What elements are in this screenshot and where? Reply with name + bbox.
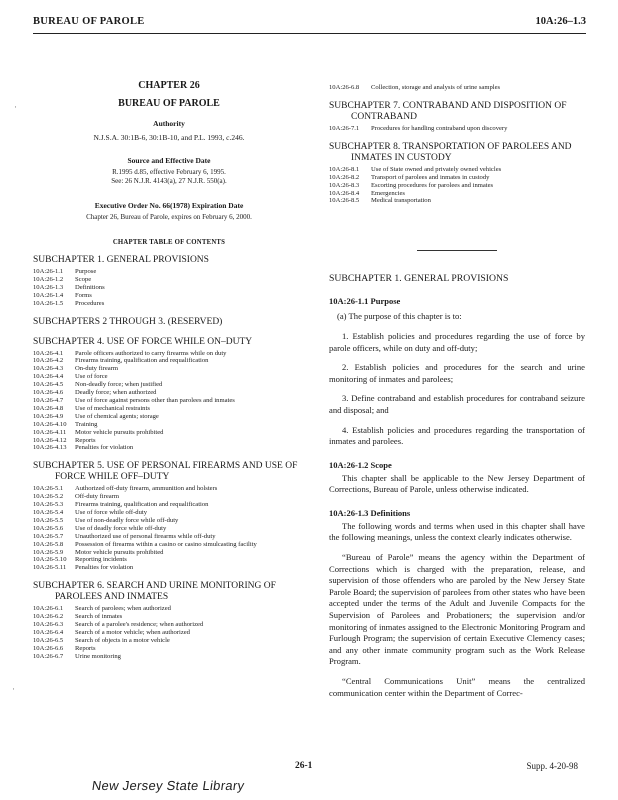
toc-entry-title: Procedures bbox=[75, 299, 105, 307]
toc-entry bbox=[329, 197, 585, 205]
paragraph: The following words and terms when used in this chapter shall have the following meanings, unless the context clearly indicates otherwise. bbox=[329, 520, 585, 543]
toc-entry bbox=[33, 509, 305, 517]
toc-subchapter-heading: SUBCHAPTER 7. CONTRABAND AND DISPOSITION OF CONTRABAND bbox=[329, 100, 567, 122]
toc-entry bbox=[33, 413, 305, 421]
toc-entry-title: Purpose bbox=[75, 268, 97, 275]
toc-entry-number: 10A:26-5.10 bbox=[33, 556, 67, 564]
toc-entry-number: 10A:26-4.3 bbox=[33, 365, 64, 373]
toc-entry bbox=[33, 365, 305, 373]
toc-entry bbox=[33, 357, 305, 365]
toc-entry-number: 10A:26-4.5 bbox=[33, 381, 64, 389]
toc-entry-title: Possession of firearms within a casino or casino simulcasting facility bbox=[75, 540, 257, 548]
toc-entry-number: 10A:26-8.4 bbox=[329, 189, 360, 197]
toc-entry-title: Forms bbox=[75, 291, 92, 299]
toc-list bbox=[329, 84, 585, 92]
toc-entry-number: 10A:26-5.8 bbox=[33, 540, 64, 548]
toc-entry-title: Urine monitoring bbox=[75, 652, 121, 660]
toc-entry-title: Firearms training, qualification and requalification bbox=[75, 501, 209, 509]
toc-entry-number: 10A:26-8.1 bbox=[329, 165, 360, 173]
toc-entry bbox=[33, 292, 305, 300]
definition-paragraph: “Central Communications Unit” means the centralized communication center within the Department of Correc- bbox=[329, 676, 585, 698]
section-heading: 10A:26-1.3 Definitions bbox=[329, 507, 411, 518]
toc-entry-number: 10A:26-1.3 bbox=[33, 283, 64, 291]
toc-entry bbox=[33, 517, 305, 525]
chapter-title: BUREAU OF PAROLE bbox=[118, 98, 220, 109]
toc-entry-number: 10A:26-5.7 bbox=[33, 532, 64, 540]
paragraph: 4. Establish policies and procedures regarding the transportation of inmates and parolees. bbox=[329, 424, 585, 447]
paragraph: (a) The purpose of this chapter is to: bbox=[337, 311, 462, 322]
toc-list bbox=[329, 125, 585, 133]
toc-entry bbox=[33, 493, 305, 501]
toc-entry-title: Authorized off-duty firearm, ammunition and holsters bbox=[75, 485, 218, 493]
scan-mark: · bbox=[12, 684, 15, 694]
toc-entry-title: Use of chemical agents; storage bbox=[75, 412, 159, 420]
paragraph: 1. Establish policies and procedures regarding the use of force by parole officers, while on duty and off-duty; bbox=[329, 330, 585, 353]
subchapter-1-heading: SUBCHAPTER 1. GENERAL PROVISIONS bbox=[329, 273, 509, 285]
toc-heading: CHAPTER TABLE OF CONTENTS bbox=[112, 239, 226, 246]
toc-entry-title: Search of objects in a motor vehicle bbox=[75, 636, 170, 644]
toc-list bbox=[33, 350, 305, 453]
toc-entry bbox=[33, 276, 305, 284]
toc-entry-number: 10A:26-4.4 bbox=[33, 373, 64, 381]
toc-entry-number: 10A:26-4.11 bbox=[33, 428, 67, 436]
toc-entry-title: Medical transportation bbox=[371, 197, 431, 205]
toc-entry-number: 10A:26-8.5 bbox=[329, 197, 360, 205]
toc-entry bbox=[33, 525, 305, 533]
source-line-2: See: 26 N.J.R. 4143(a), 27 N.J.R. 550(a). bbox=[111, 177, 227, 185]
toc-list bbox=[33, 268, 305, 308]
toc-entry-title: Use of force bbox=[75, 373, 108, 381]
right-column bbox=[329, 84, 585, 699]
toc-entry bbox=[33, 501, 305, 509]
toc-entry-number: 10A:26-6.6 bbox=[33, 644, 64, 652]
toc-entry bbox=[33, 653, 305, 661]
toc-entry-title: Use of non-deadly force while off-duty bbox=[75, 516, 179, 524]
toc-entry-number: 10A:26-6.3 bbox=[33, 621, 64, 629]
toc-entry bbox=[33, 350, 305, 358]
running-header-title: BUREAU OF PAROLE bbox=[33, 16, 145, 27]
toc-entry-number: 10A:26-1.1 bbox=[33, 268, 64, 275]
header-rule bbox=[33, 33, 586, 34]
toc-entry bbox=[329, 174, 585, 182]
toc-subchapter-heading: SUBCHAPTER 5. USE OF PERSONAL FIREARMS AND USE OF FORCE WHILE OFF–DUTY bbox=[33, 461, 298, 483]
chapter-number: CHAPTER 26 bbox=[138, 80, 200, 91]
toc-entry-title: Reports bbox=[75, 436, 96, 444]
toc-entry bbox=[329, 190, 585, 198]
toc-entry-number: 10A:26-4.12 bbox=[33, 436, 67, 444]
page-number: 26-1 bbox=[295, 761, 313, 771]
toc-entry-number: 10A:26-4.8 bbox=[33, 404, 64, 412]
toc-entry-title: Scope bbox=[75, 275, 92, 283]
toc-entry-number: 10A:26-8.3 bbox=[329, 181, 360, 189]
toc-subchapter-heading: SUBCHAPTER 8. TRANSPORTATION OF PAROLEES AND INMATES IN CUSTODY bbox=[329, 141, 572, 163]
toc-entry bbox=[33, 389, 305, 397]
toc-entry bbox=[33, 629, 305, 637]
toc-entry-title: Transport of parolees and inmates in custody bbox=[371, 173, 490, 181]
toc-entry bbox=[33, 564, 305, 572]
executive-order-heading: Executive Order No. 66(1978) Expiration Date bbox=[94, 201, 244, 210]
toc-entry bbox=[33, 397, 305, 405]
toc-entry-title: Deadly force; when authorized bbox=[75, 389, 157, 397]
toc-entry-title: Search of parolees; when authorized bbox=[75, 605, 171, 613]
toc-entry bbox=[33, 429, 305, 437]
toc-end-rule bbox=[417, 250, 497, 251]
toc-entry bbox=[33, 444, 305, 452]
toc-entry bbox=[33, 268, 305, 276]
toc-entry bbox=[33, 637, 305, 645]
toc-entry-number: 10A:26-5.3 bbox=[33, 501, 64, 509]
toc-entry bbox=[33, 541, 305, 549]
authority-text: N.J.S.A. 30:1B-6, 30:1B-10, and P.L. 1993, c.246. bbox=[93, 133, 245, 142]
toc-entry-title: Off-duty firearm bbox=[75, 493, 120, 501]
toc-list bbox=[33, 485, 305, 572]
toc-entry-title: Use of force against persons other than parolees and inmates bbox=[75, 396, 235, 404]
paragraph: 2. Establish policies and procedures for the search and urine monitoring of inmates and parolees; bbox=[329, 362, 585, 384]
library-stamp: New Jersey State Library bbox=[90, 778, 246, 793]
toc-entry bbox=[33, 645, 305, 653]
toc-entry-title: Search of inmates bbox=[75, 613, 123, 621]
toc-entry-title: Escorting procedures for parolees and inmates bbox=[371, 181, 494, 189]
toc-entry-number: 10A:26-6.2 bbox=[33, 613, 64, 621]
toc-entry-number: 10A:26-4.10 bbox=[33, 420, 67, 428]
toc-entry-title: Unauthorized use of personal firearms while off-duty bbox=[75, 532, 216, 540]
paragraph: 3. Define contraband and establish procedures for contraband seizure and disposal; and bbox=[329, 393, 585, 415]
toc-entry-title: Parole officers authorized to carry firearms while on duty bbox=[75, 349, 227, 357]
source-line-1: R.1995 d.85, effective February 6, 1995. bbox=[112, 168, 226, 176]
toc-entry bbox=[33, 556, 305, 564]
section-heading: 10A:26-1.1 Purpose bbox=[329, 296, 401, 307]
toc-entry-title: Emergencies bbox=[371, 189, 405, 197]
toc-entry bbox=[33, 381, 305, 389]
toc-entry bbox=[33, 421, 305, 429]
toc-entry-number: 10A:26-1.5 bbox=[33, 299, 64, 307]
toc-entry-title: Definitions bbox=[75, 283, 105, 291]
toc-entry-title: Use of mechanical restraints bbox=[75, 404, 150, 412]
toc-left bbox=[33, 255, 305, 661]
paragraph: This chapter shall be applicable to the New Jersey Department of Corrections, Bureau of Parole, unless otherwise indicated. bbox=[329, 472, 585, 495]
toc-entry bbox=[329, 125, 585, 133]
toc-entry-title: Motor vehicle pursuits prohibited bbox=[75, 548, 164, 556]
toc-entry bbox=[329, 182, 585, 190]
toc-entry-number: 10A:26-6.5 bbox=[33, 636, 64, 644]
toc-entry-number: 10A:26-5.9 bbox=[33, 548, 64, 556]
toc-subchapter-heading: SUBCHAPTER 4. USE OF FORCE WHILE ON–DUTY bbox=[33, 336, 253, 347]
toc-subchapter-heading: SUBCHAPTER 6. SEARCH AND URINE MONITORING OF PAROLEES AND INMATES bbox=[33, 581, 276, 603]
toc-entry-number: 10A:26-4.13 bbox=[33, 444, 67, 452]
toc-entry bbox=[33, 373, 305, 381]
toc-entry-title: Penalties for violation bbox=[75, 444, 134, 452]
toc-entry-number: 10A:26-1.4 bbox=[33, 291, 64, 299]
toc-entry-number: 10A:26-4.1 bbox=[33, 349, 64, 357]
toc-entry-title: Reporting incidents bbox=[75, 556, 127, 564]
toc-entry-number: 10A:26-5.2 bbox=[33, 493, 64, 501]
toc-entry bbox=[33, 613, 305, 621]
toc-entry-title: Search of a parolee's residence; when authorized bbox=[75, 621, 204, 629]
toc-entry-title: Penalties for violation bbox=[75, 564, 134, 572]
toc-entry-number: 10A:26-4.6 bbox=[33, 389, 64, 397]
executive-order-text: Chapter 26, Bureau of Parole, expires on February 6, 2000. bbox=[86, 213, 252, 221]
toc-entry bbox=[33, 621, 305, 629]
toc-entry bbox=[33, 284, 305, 292]
toc-entry-title: Search of a motor vehicle; when authorized bbox=[75, 629, 190, 636]
toc-entry-title: Reports bbox=[75, 644, 96, 652]
toc-entry-number: 10A:26-5.6 bbox=[33, 524, 64, 532]
toc-entry-number: 10A:26-1.2 bbox=[33, 275, 64, 283]
toc-entry-number: 10A:26-6.7 bbox=[33, 652, 64, 660]
toc-entry bbox=[33, 485, 305, 493]
toc-entry-title: Firearms training, qualification and requalification bbox=[75, 357, 209, 365]
toc-entry-title: Use of deadly force while off-duty bbox=[75, 524, 167, 532]
toc-entry-number: 10A:26-6.4 bbox=[33, 629, 64, 636]
toc-entry bbox=[33, 437, 305, 445]
toc-entry-title: Motor vehicle pursuits prohibited bbox=[75, 428, 164, 436]
toc-entry-title: Training bbox=[75, 420, 98, 428]
toc-entry-number: 10A:26-4.9 bbox=[33, 412, 64, 420]
toc-right bbox=[329, 84, 585, 205]
toc-entry-number: 10A:26-7.1 bbox=[329, 124, 360, 132]
toc-entry bbox=[33, 549, 305, 557]
toc-entry-title: Use of State owned and privately owned vehicles bbox=[371, 165, 502, 173]
toc-entry-title: Non-deadly force; when justified bbox=[75, 381, 163, 389]
toc-entry-number: 10A:26-5.1 bbox=[33, 485, 64, 493]
toc-entry-title: Procedures for handling contraband upon discovery bbox=[371, 124, 508, 132]
source-heading: Source and Effective Date bbox=[127, 156, 211, 165]
running-header-section: 10A:26–1.3 bbox=[535, 16, 586, 27]
toc-entry-number: 10A:26-5.5 bbox=[33, 516, 64, 524]
toc-subchapter-heading: SUBCHAPTER 1. GENERAL PROVISIONS bbox=[33, 255, 209, 265]
toc-entry-title: Collection, storage and analysis of urine samples bbox=[371, 84, 501, 91]
source-text bbox=[33, 168, 305, 186]
toc-list bbox=[33, 605, 305, 660]
toc-entry-number: 10A:26-5.4 bbox=[33, 509, 64, 517]
scan-mark: · bbox=[14, 102, 17, 112]
toc-entry-number: 10A:26-5.11 bbox=[33, 564, 67, 572]
toc-entry-number: 10A:26-4.7 bbox=[33, 396, 64, 404]
toc-subchapter-heading: SUBCHAPTERS 2 THROUGH 3. (RESERVED) bbox=[33, 316, 223, 327]
toc-entry-title: On-duty firearm bbox=[75, 365, 119, 373]
section-heading: 10A:26-1.2 Scope bbox=[329, 459, 392, 470]
supplement-date: Supp. 4-20-98 bbox=[526, 761, 578, 771]
definition-paragraph: “Bureau of Parole” means the agency within the Department of Corrections which is charged with the preparation, release, and supervision of those offenders who are paroled by the New Jersey State Parole Board; the supervision of parolees from other states who have been accepted under the terms of the Adult and Juvenile Compacts for the Supervision of Parolees and Probationers; the supervision and/or monitoring of inmates assigned to the Electronic Monitoring Program and Furlough Program; the supervision of certain Executive Clemency cases; and any other inmate community program such as the Work Release Program. bbox=[329, 552, 585, 667]
toc-entry bbox=[329, 166, 585, 174]
toc-entry bbox=[33, 405, 305, 413]
toc-entry-number: 10A:26-8.2 bbox=[329, 173, 360, 181]
toc-entry bbox=[329, 84, 585, 92]
toc-entry-title: Use of force while off-duty bbox=[75, 509, 148, 517]
toc-entry bbox=[33, 533, 305, 541]
toc-list bbox=[329, 166, 585, 206]
toc-entry-number: 10A:26-4.2 bbox=[33, 357, 64, 365]
left-column bbox=[33, 80, 305, 661]
toc-entry-number: 10A:26-6.1 bbox=[33, 605, 64, 613]
toc-entry bbox=[33, 605, 305, 613]
toc-entry bbox=[33, 300, 305, 308]
authority-heading: Authority bbox=[153, 119, 185, 128]
toc-entry-number: 10A:26-6.8 bbox=[329, 84, 360, 91]
